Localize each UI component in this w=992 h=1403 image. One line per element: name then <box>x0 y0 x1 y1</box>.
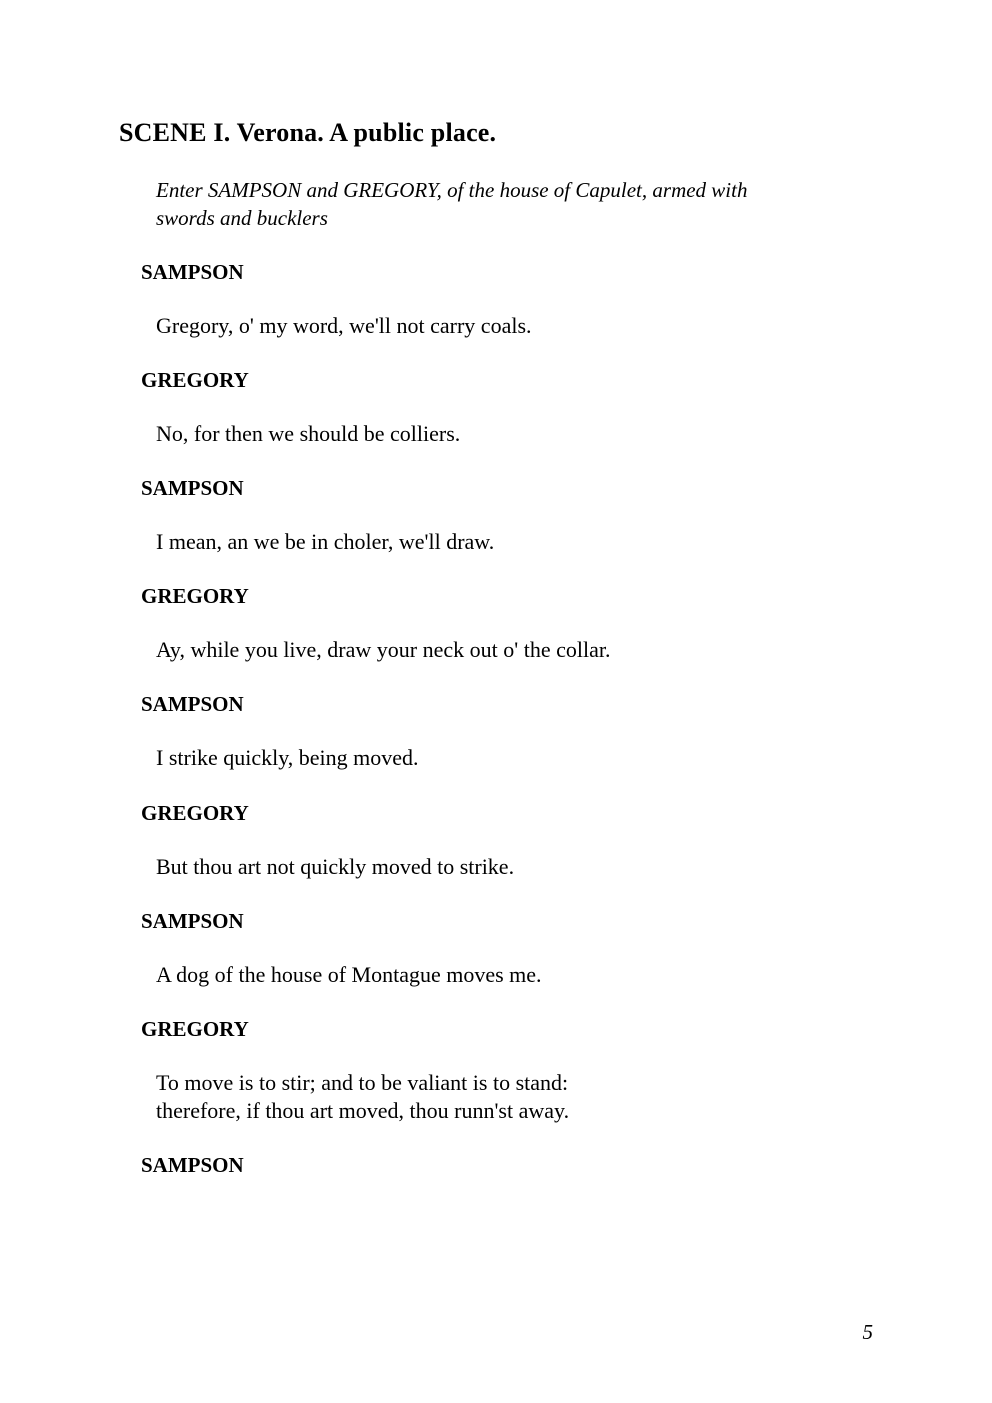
speech-line: A dog of the house of Montague moves me. <box>156 962 542 987</box>
stage-direction-line: swords and bucklers <box>156 206 328 230</box>
speaker-name: SAMPSON <box>141 476 244 500</box>
speech-line: I strike quickly, being moved. <box>156 745 419 770</box>
speech-text <box>156 420 460 448</box>
speaker-name: GREGORY <box>141 368 249 392</box>
speaker-name: SAMPSON <box>141 909 244 933</box>
speaker-name: SAMPSON <box>141 1153 244 1177</box>
speaker-name: GREGORY <box>141 1017 249 1041</box>
speech-text <box>156 636 610 664</box>
speech-line: I mean, an we be in choler, we'll draw. <box>156 529 495 554</box>
speech-text <box>156 961 542 989</box>
speech-line: No, for then we should be colliers. <box>156 421 461 446</box>
stage-direction-line: Enter SAMPSON and GREGORY, of the house of Capulet, armed with <box>156 178 748 202</box>
speech-text <box>156 853 514 881</box>
speech-text <box>156 528 494 556</box>
speech-line: But thou art not quickly moved to strike. <box>156 854 515 879</box>
speech-line: To move is to stir; and to be valiant is to stand: <box>156 1070 569 1095</box>
speech-line: Ay, while you live, draw your neck out o' the collar. <box>156 637 611 662</box>
speaker-name: GREGORY <box>141 801 249 825</box>
speech-line: therefore, if thou art moved, thou runn'st away. <box>156 1098 570 1123</box>
speech-text <box>156 312 532 340</box>
speaker-name: SAMPSON <box>141 260 244 284</box>
speech-line: Gregory, o' my word, we'll not carry coals. <box>156 313 532 338</box>
scene-title: SCENE I. Verona. A public place. <box>119 118 497 147</box>
stage-direction <box>156 176 856 232</box>
speaker-name: GREGORY <box>141 584 249 608</box>
speaker-name: SAMPSON <box>141 692 244 716</box>
speech-text <box>156 1069 569 1125</box>
page-number: 5 <box>862 1320 873 1344</box>
speech-text <box>156 744 419 772</box>
